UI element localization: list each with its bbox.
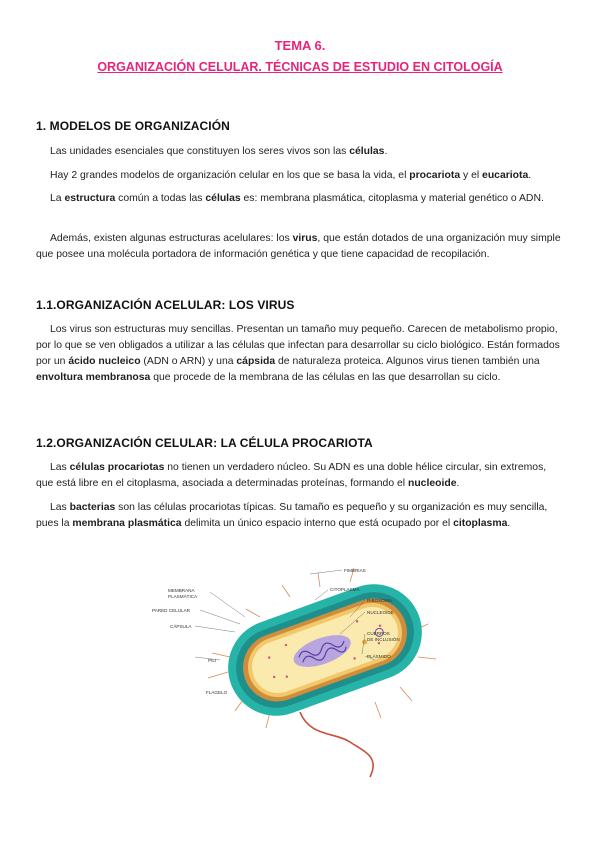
label-fimbrias: FIMBRIAS [344, 568, 366, 573]
label-pared: PARED CELULAR [152, 608, 190, 613]
label-flagelo: FLAGELO [206, 690, 228, 695]
paragraph: Las unidades esenciales que constituyen los seres vivos son las células. [50, 146, 388, 157]
label-capsula: CÁPSULA [170, 624, 192, 629]
bacterium-diagram [150, 562, 460, 792]
flagellum [300, 712, 373, 777]
label-membrana-2: PLASMÁTICA [168, 594, 198, 599]
paragraph: Las bacterias son las células procariotas típicas. Su tamaño es pequeño y su organización es muy sencilla, pues la membrana plasmática delimita un único espacio interno que está ocupado por el citoplasma. [36, 502, 548, 529]
paragraph: Hay 2 grandes modelos de organización celular en los que se basa la vida, el procariota y el eucariota. [50, 170, 532, 181]
label-nucleoide: NUCLEOIDE [367, 610, 394, 615]
document-title: TEMA 6. [274, 38, 326, 53]
paragraph: Además, existen algunas estructuras acelulares: los virus, que están dotados de una organización muy simple que posee una molécula portadora de información genética y que tiene capacidad de recopilación. [36, 233, 561, 260]
label-plasmido: PLÁSMIDO [367, 654, 391, 659]
section-heading-1-1: 1.1.ORGANIZACIÓN ACELULAR: LOS VIRUS [36, 298, 295, 312]
label-citoplasma: CITOPLASMA [330, 587, 360, 592]
label-pili: PILI [208, 658, 217, 663]
paragraph: Los virus son estructuras muy sencillas. Presentan un tamaño muy pequeño. Carecen de metabolismo propio, por lo que se ven obligados a utilizar a las células que infectan para desarrollar su ciclo biológico. Están formados por un ácido nucleico (ADN o ARN) y una cápsida de naturaleza proteica. Algunos virus tienen también una envoltura membranosa que procede de la membrana de las células en las que desarrollan su ciclo. [36, 324, 560, 383]
document-subtitle: ORGANIZACIÓN CELULAR. TÉCNICAS DE ESTUDIO EN CITOLOGÍA [97, 60, 503, 74]
paragraph: La estructura común a todas las células es: membrana plasmática, citoplasma y material genético o ADN. [50, 193, 544, 204]
label-membrana-1: MEMBRANA [168, 588, 195, 593]
label-cuerpos-2: DE INCLUSIÓN [367, 637, 400, 642]
paragraph: Las células procariotas no tienen un verdadero núcleo. Su ADN es una doble hélice circular, sin extremos, que está libre en el citoplasma, asociada a determinadas proteínas, formando el nucleoide. [36, 462, 547, 489]
label-cuerpos-1: CUERPOS [367, 631, 390, 636]
section-heading-1: 1. MODELOS DE ORGANIZACIÓN [36, 119, 230, 133]
section-heading-1-2: 1.2.ORGANIZACIÓN CELULAR: LA CÉLULA PROCARIOTA [36, 436, 373, 450]
label-ribosoma: RIBOSOMA [367, 598, 392, 603]
